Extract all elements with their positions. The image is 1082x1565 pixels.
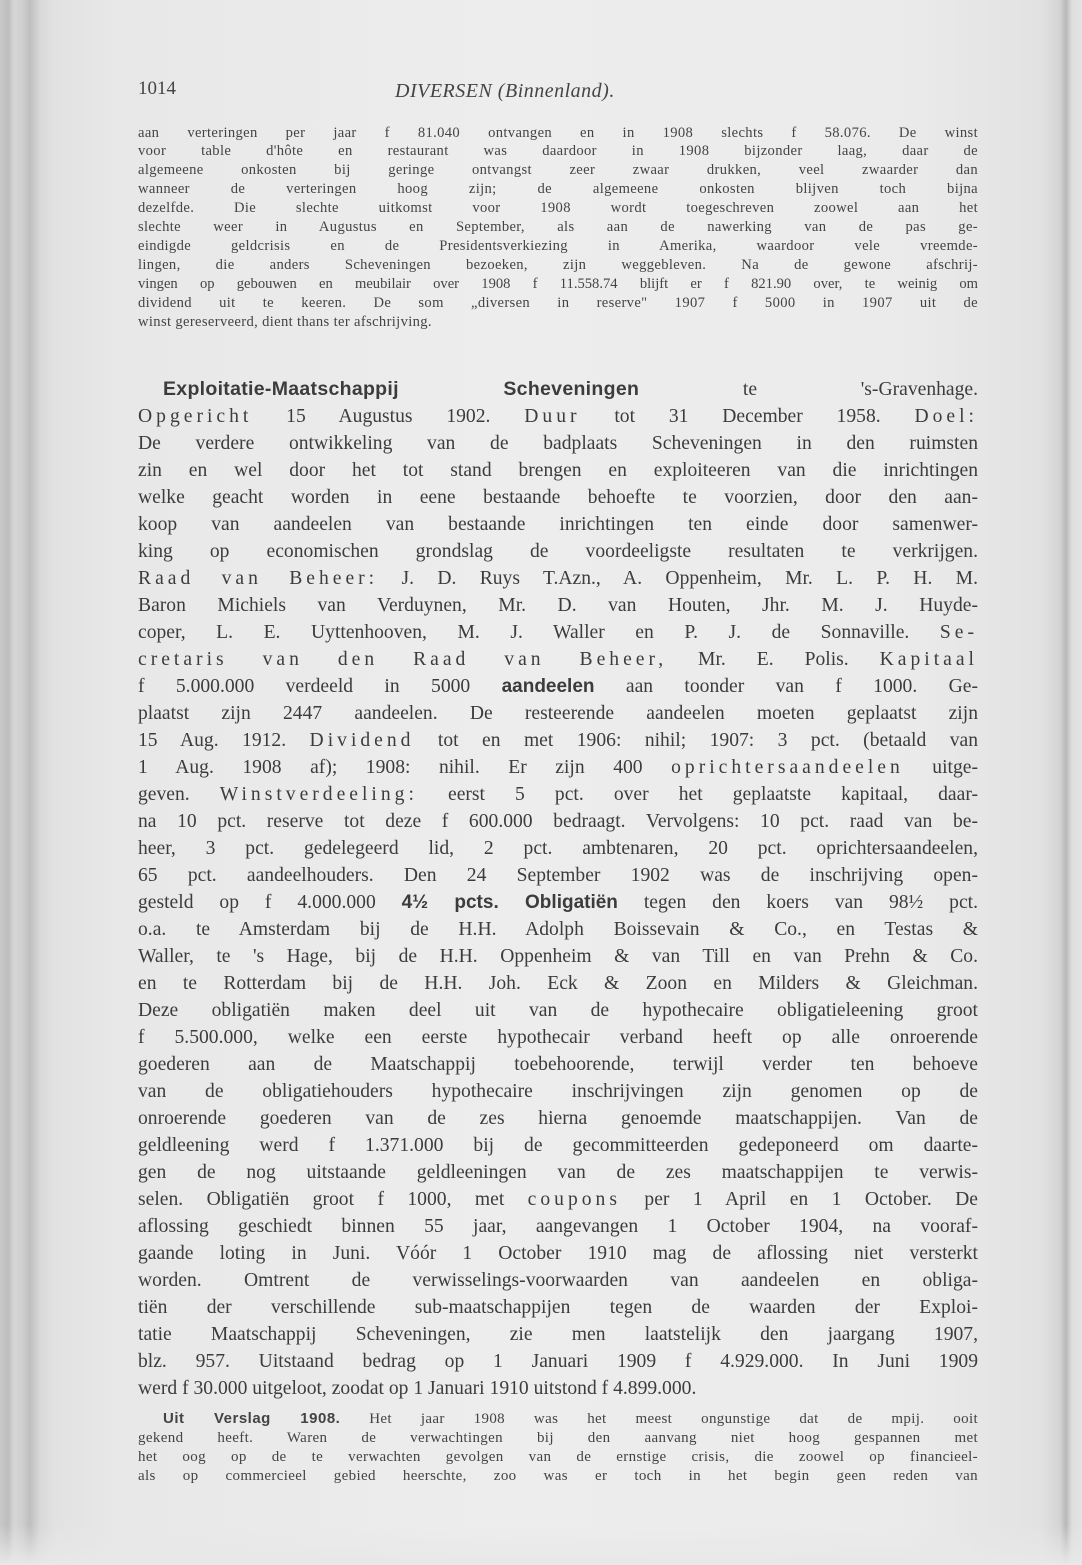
emphasis-term: 4½ pcts. Obligatiën — [401, 892, 618, 913]
text-span: en te Rotterdam bij de H.H. Joh. Eck & Zoon en Milders & Gleichman. — [138, 973, 978, 994]
text-line: slechte weer in Augustus en September, als aan de nawerking van de pas ge- — [138, 219, 978, 235]
text-line: als op commercieel gebied heerschte, zoo was er toch in het begin geen reden van — [138, 1468, 978, 1484]
text-span: van de obligatiehouders hypothecaire inschrijvingen zijn genomen op de — [138, 1081, 978, 1102]
text-span: eerst 5 pct. over het geplaatste kapitaal, daar- — [417, 784, 978, 805]
text-span: blz. 957. Uitstaand bedrag op 1 Januari 1909 f 4.929.000. In Juni 1909 — [138, 1351, 978, 1372]
text-line: wanneer de verteringen hoog zijn; de algemeene onkosten blijven toch bijna — [138, 181, 978, 197]
text-span: heer, 3 pct. gedelegeerd lid, 2 pct. ambtenaren, 20 pct. oprichtersaandeelen, — [138, 838, 978, 859]
report-heading: Uit Verslag 1908. — [163, 1410, 341, 1427]
text-line — [138, 946, 978, 968]
text-line — [138, 730, 978, 752]
text-span: welke geacht worden in eene bestaande behoefte te voorzien, door den aan- — [138, 487, 978, 508]
text-span: aan toonder van f 1000. Ge- — [594, 676, 978, 697]
text-line — [138, 1243, 978, 1265]
spaced-label: cretaris van den Raad van Beheer, — [138, 649, 668, 670]
text-line — [138, 892, 978, 914]
text-span: gesteld op f 4.000.000 — [138, 892, 402, 913]
text-span: onroerende goederen van de zes hierna genoemde maatschappijen. Van de — [138, 1108, 978, 1129]
text-line — [138, 676, 978, 698]
text-span: per 1 April en 1 October. De — [620, 1189, 978, 1210]
text-span: Mr. E. Polis. — [667, 649, 880, 670]
text-span: 65 pct. aandeelhouders. Den 24 September 1902 was de inschrijving open- — [138, 865, 978, 886]
text-line — [138, 919, 978, 941]
text-span: tegen den koers van 98½ pct. — [617, 892, 978, 913]
text-span: koop van aandeelen van bestaande inrichtingen ten einde door samenwer- — [138, 514, 978, 535]
emphasis-term: aandeelen — [501, 676, 595, 697]
text-line — [138, 541, 978, 563]
entry-title-line — [163, 378, 978, 401]
text-span: Baron Michiels van Verduynen, Mr. D. van Houten, Jhr. M. J. Huyde- — [138, 595, 978, 616]
text-line: aan verteringen per jaar f 81.040 ontvangen en in 1908 slechts f 58.076. De winst — [138, 125, 978, 141]
text-span: 15 Aug. 1912. — [138, 730, 310, 751]
text-line — [138, 865, 978, 887]
text-line — [138, 838, 978, 860]
text-line: eindigde geldcrisis en de Presidentsverkiezing in Amerika, waardoor vele vreemde- — [138, 238, 978, 254]
text-span: geven. — [138, 784, 220, 805]
text-line — [138, 487, 978, 509]
text-span: tot en met 1906: nihil; 1907: 3 pct. (betaald van — [414, 730, 978, 751]
text-span: geldleening werd f 1.371.000 bij de gecommitteerden gedeponeerd om daarte- — [138, 1135, 978, 1156]
spaced-label: Duur — [524, 406, 581, 427]
spaced-label: Opgericht — [138, 406, 253, 427]
text-line: voor table d'hôte en restaurant was daardoor in 1908 bijzonder laag, daar de — [138, 143, 978, 159]
text-line — [138, 973, 978, 995]
text-span: o.a. te Amsterdam bij de H.H. Adolph Boissevain & Co., en Testas & — [138, 919, 978, 940]
page-edge-shadow — [0, 1525, 1082, 1565]
text-line — [138, 568, 978, 590]
text-line — [138, 784, 978, 806]
text-line — [138, 1108, 978, 1130]
text-span: Deze obligatiën maken deel uit van de hypothecaire obligatieleening groot — [138, 1000, 978, 1021]
text-line: lingen, die anders Scheveningen bezoeken, zijn weggebleven. Na de gewone afschrij- — [138, 257, 978, 273]
text-line — [163, 1410, 978, 1428]
text-line — [138, 460, 978, 482]
text-span: zin en wel door het tot stand brengen en exploiteeren van die inrichtingen — [138, 460, 978, 481]
text-span: plaatst zijn 2447 aandeelen. De resteerende aandeelen moeten geplaatst zijn — [138, 703, 978, 724]
text-line: winst gereserveerd, dient thans ter afschrijving. — [138, 314, 432, 330]
spaced-label: Raad van Beheer: — [138, 568, 379, 589]
spaced-label: oprichtersaandeelen — [671, 757, 904, 778]
text-line: gekend heeft. Waren de verwachtingen bij den aanvang niet hoog gespannen met — [138, 1430, 978, 1446]
text-line — [138, 406, 978, 428]
text-span: gaande loting in Juni. Vóór 1 October 1910 mag de aflossing niet versterkt — [138, 1243, 978, 1264]
text-span: 15 Augustus 1902. — [252, 406, 525, 427]
text-line: dezelfde. Die slechte uitkomst voor 1908 wordt toegeschreven zoowel aan het — [138, 200, 978, 216]
text-line — [138, 514, 978, 536]
text-line — [138, 622, 978, 644]
text-line — [138, 703, 978, 725]
text-span: J. D. Ruys T.Azn., A. Oppenheim, Mr. L. P. H. M. — [378, 568, 978, 589]
text-line — [138, 811, 978, 833]
text-span: goederen aan de Maatschappij toebehoorende, terwijl verder ten behoeve — [138, 1054, 978, 1075]
text-line: het oog op de te verwachten gevolgen van de ernstige crisis, die zoowel op financieel- — [138, 1449, 978, 1465]
text-line — [138, 1297, 978, 1319]
text-line — [138, 1135, 978, 1157]
text-line — [138, 1216, 978, 1238]
text-span: selen. Obligatiën groot f 1000, met — [138, 1189, 528, 1210]
page-number: 1014 — [138, 78, 176, 99]
text-line — [138, 1081, 978, 1103]
text-line — [138, 1270, 978, 1292]
report-text: Het jaar 1908 was het meest ongunstige dat de mpij. ooit — [340, 1411, 978, 1427]
spaced-label: Winstverdeeling: — [219, 784, 418, 805]
spaced-label: Kapitaal — [879, 649, 978, 670]
text-span: uitge- — [903, 757, 978, 778]
text-span: Waller, te 's Hage, bij de H.H. Oppenheim & van Till en van Prehn & Co. — [138, 946, 978, 967]
running-title: DIVERSEN (Binnenland). — [395, 80, 615, 102]
text-line — [138, 1324, 978, 1346]
text-span: king op economischen grondslag de voordeeligste resultaten te verkrijgen. — [138, 541, 978, 562]
page-header — [0, 78, 1082, 108]
text-span: worden. Omtrent de verwisselings-voorwaarden van aandeelen en obliga- — [138, 1270, 978, 1291]
text-line — [138, 595, 978, 617]
text-span: 1 Aug. 1908 af); 1908: nihil. Er zijn 400 — [138, 757, 672, 778]
text-line — [138, 1054, 978, 1076]
text-line — [138, 1000, 978, 1022]
text-span: f 5.000.000 verdeeld in 5000 — [138, 676, 502, 697]
text-line: vingen op gebouwen en meubilair over 1908 f 11.558.74 blijft er f 821.90 over, te weinig om — [138, 276, 978, 292]
text-span: na 10 pct. reserve tot deze f 600.000 bedraagt. Vervolgens: 10 pct. raad van be- — [138, 811, 978, 832]
text-line: dividend uit te keeren. De som „diversen in reserve" 1907 f 5000 in 1907 uit de — [138, 295, 978, 311]
company-name: Exploitatie-Maatschappij Scheveningen — [163, 378, 640, 400]
text-line — [138, 1027, 978, 1049]
company-location: te 's-Gravenhage. — [639, 379, 978, 400]
spaced-label: Dividend — [309, 730, 415, 751]
spaced-label: coupons — [527, 1189, 621, 1210]
text-line — [138, 757, 978, 779]
text-line — [138, 1162, 978, 1184]
text-span: gen de nog uitstaande geldleeningen van de zes maatschappijen te verwis- — [138, 1162, 978, 1183]
text-span: aflossing geschiedt binnen 55 jaar, aangevangen 1 October 1904, na vooraf- — [138, 1216, 978, 1237]
text-span: coper, L. E. Uyttenhooven, M. J. Waller en P. J. de Sonnaville. — [138, 622, 940, 643]
text-span: tatie Maatschappij Scheveningen, zie men laatstelijk den jaargang 1907, — [138, 1324, 978, 1345]
text-line — [138, 649, 978, 671]
text-line: algemeene onkosten bij geringe ontvangst zeer zwaar drukken, veel zwaarder dan — [138, 162, 978, 178]
text-line — [138, 1378, 696, 1400]
text-line — [138, 1189, 978, 1211]
text-span: De verdere ontwikkeling van de badplaats Scheveningen in den ruimsten — [138, 433, 978, 454]
spaced-label: Doel: — [914, 406, 978, 427]
text-span: tiën der verschillende sub-maatschappijen tegen de waarden der Exploi- — [138, 1297, 978, 1318]
text-line — [138, 433, 978, 455]
text-span: werd f 30.000 uitgeloot, zoodat op 1 Januari 1910 uitstond f 4.899.000. — [138, 1378, 697, 1399]
text-span: tot 31 December 1958. — [580, 406, 915, 427]
text-line — [138, 1351, 978, 1373]
text-span: f 5.500.000, welke een eerste hypothecair verband heeft op alle onroerende — [138, 1027, 978, 1048]
spaced-label: Se- — [939, 622, 978, 643]
